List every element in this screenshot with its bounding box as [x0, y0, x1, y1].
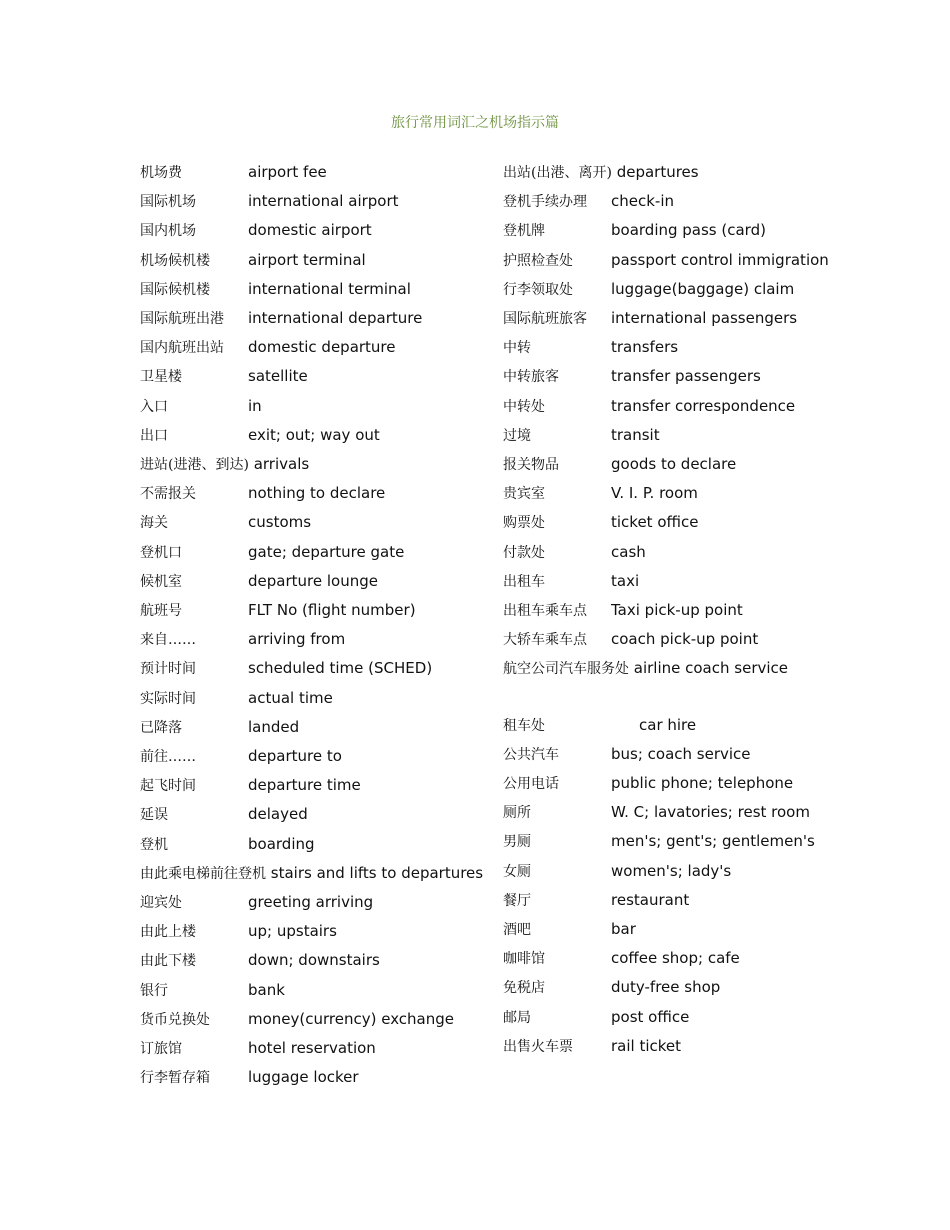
english-term: Taxi pick-up point — [611, 601, 743, 620]
chinese-term: 护照检查处 — [503, 252, 573, 269]
left-column — [140, 158, 485, 1093]
english-term: V. I. P. room — [611, 484, 698, 503]
chinese-term: 机场候机楼 — [140, 252, 210, 269]
vocab-row — [503, 915, 848, 944]
chinese-term: 国际航班出港 — [140, 311, 224, 328]
vocab-row — [140, 684, 485, 713]
right-column — [503, 158, 848, 1061]
vocab-row — [503, 769, 848, 798]
vocab-row — [503, 538, 848, 567]
chinese-term: 机场费 — [140, 165, 182, 181]
vocab-row — [503, 857, 848, 886]
english-term: exit; out; way out — [248, 425, 380, 444]
english-term: transit — [611, 425, 660, 444]
chinese-term: 卫星楼 — [140, 369, 182, 386]
vocab-row — [140, 946, 485, 975]
vocab-row — [503, 654, 848, 683]
vocab-row — [140, 304, 485, 333]
vocab-row — [140, 917, 485, 946]
chinese-term: 起飞时间 — [140, 778, 196, 795]
english-term: departures — [611, 163, 699, 181]
english-term: transfer passengers — [611, 367, 761, 386]
vocab-row — [503, 304, 848, 333]
chinese-term: 中转旅客 — [503, 369, 559, 386]
chinese-term: 报关物品 — [503, 457, 559, 474]
chinese-term: 付款处 — [503, 544, 545, 561]
english-term: coffee shop; cafe — [611, 949, 740, 968]
vocab-row — [140, 596, 485, 625]
vocab-row — [140, 362, 485, 391]
vocab-row — [503, 450, 848, 479]
english-term: domestic airport — [248, 221, 372, 240]
chinese-term: 航班号 — [140, 603, 182, 620]
chinese-term: 男厕 — [503, 834, 531, 851]
vocab-row — [503, 567, 848, 596]
blank-line — [503, 684, 848, 711]
english-term: delayed — [248, 805, 308, 824]
vocab-row — [140, 508, 485, 537]
english-term: goods to declare — [611, 455, 737, 474]
chinese-term: 出租车 — [503, 573, 545, 590]
vocab-row — [503, 392, 848, 421]
vocab-row — [503, 275, 848, 304]
chinese-term: 来自…… — [140, 632, 196, 649]
chinese-term: 订旅馆 — [140, 1041, 182, 1058]
chinese-term: 海关 — [140, 515, 168, 532]
english-term: W. C; lavatories; rest room — [611, 803, 810, 822]
vocab-row — [140, 538, 485, 567]
english-term: transfer correspondence — [611, 396, 796, 415]
vocab-row — [503, 362, 848, 391]
english-term: actual time — [248, 688, 333, 707]
vocab-row — [140, 158, 485, 187]
chinese-term: 不需报关 — [140, 486, 196, 503]
vocab-row — [140, 859, 485, 888]
vocab-row — [503, 973, 848, 1002]
english-term: restaurant — [611, 890, 690, 909]
chinese-term: 行李领取处 — [503, 281, 573, 298]
english-term: greeting arriving — [248, 893, 374, 912]
vocab-row — [140, 1063, 485, 1092]
chinese-term: 餐厅 — [503, 892, 531, 909]
english-term: bus; coach service — [611, 744, 751, 763]
chinese-term: 由此下楼 — [140, 953, 196, 970]
vocab-row — [503, 333, 848, 362]
english-term: international passengers — [611, 309, 798, 328]
vocab-row — [140, 392, 485, 421]
vocab-row — [140, 479, 485, 508]
english-term: taxi — [611, 571, 640, 590]
english-term: hotel reservation — [248, 1039, 376, 1058]
english-term: international terminal — [248, 279, 411, 298]
vocab-row — [140, 187, 485, 216]
english-term: rail ticket — [611, 1036, 682, 1055]
vocab-row — [140, 450, 485, 479]
vocab-row — [503, 158, 848, 187]
vocab-row — [503, 1032, 848, 1061]
chinese-term: 已降落 — [140, 719, 182, 736]
vocab-row — [140, 625, 485, 654]
english-term: airline coach service — [629, 659, 789, 678]
vocab-row — [503, 216, 848, 245]
chinese-term: 租车处 — [503, 717, 545, 734]
chinese-term: 厕所 — [503, 805, 531, 822]
chinese-term: 公共汽车 — [503, 746, 559, 763]
english-term: money(currency) exchange — [248, 1009, 455, 1028]
vocab-row — [140, 1005, 485, 1034]
vocab-row — [140, 830, 485, 859]
chinese-term: 前往…… — [140, 749, 196, 766]
english-term: scheduled time (SCHED) — [248, 659, 433, 678]
vocab-row — [140, 567, 485, 596]
chinese-term: 延误 — [140, 807, 168, 824]
chinese-term: 出站(出港、离开) — [503, 165, 612, 181]
vocab-row — [503, 740, 848, 769]
chinese-term: 国际机场 — [140, 194, 196, 211]
chinese-term: 国际候机楼 — [140, 281, 210, 298]
english-term: customs — [248, 513, 312, 532]
chinese-term: 国内机场 — [140, 223, 196, 240]
vocab-row — [140, 246, 485, 275]
english-term: men's; gent's; gentlemen's — [611, 832, 815, 851]
english-term: international airport — [248, 192, 399, 211]
english-term: departure to — [248, 747, 342, 766]
english-term: up; upstairs — [248, 922, 337, 941]
vocab-row — [503, 711, 848, 740]
english-term: boarding — [248, 834, 315, 853]
english-term: women's; lady's — [611, 861, 732, 880]
chinese-term: 大轿车乘车点 — [503, 632, 587, 649]
english-term: airport fee — [248, 163, 327, 181]
vocab-row — [140, 976, 485, 1005]
vocab-row — [503, 827, 848, 856]
english-term: gate; departure gate — [248, 542, 405, 561]
chinese-term: 迎宾处 — [140, 895, 182, 912]
chinese-term: 咖啡馆 — [503, 951, 545, 968]
english-term: ticket office — [611, 513, 699, 532]
vocab-row — [140, 333, 485, 362]
english-term: arrivals — [248, 455, 310, 474]
english-term: bar — [611, 920, 636, 939]
chinese-term: 贵宾室 — [503, 486, 545, 503]
chinese-term: 由此上楼 — [140, 924, 196, 941]
vocab-row — [503, 886, 848, 915]
english-term: luggage(baggage) claim — [611, 279, 795, 298]
chinese-term: 邮局 — [503, 1009, 531, 1026]
english-term: public phone; telephone — [611, 774, 794, 793]
chinese-term: 实际时间 — [140, 690, 196, 707]
english-term: in — [248, 396, 262, 415]
chinese-term: 过境 — [503, 427, 531, 444]
english-term: check-in — [611, 192, 675, 211]
vocab-row — [140, 421, 485, 450]
vocab-row — [140, 275, 485, 304]
page-title: 旅行常用词汇之机场指示篇 — [391, 115, 559, 131]
vocab-row — [140, 1034, 485, 1063]
english-term: stairs and lifts to departures — [266, 863, 484, 882]
english-term: arriving from — [248, 630, 346, 649]
chinese-term: 登机手续办理 — [503, 194, 587, 211]
chinese-term: 国内航班出站 — [140, 340, 224, 357]
chinese-term: 候机室 — [140, 573, 182, 590]
vocab-row — [503, 187, 848, 216]
english-term: duty-free shop — [611, 978, 721, 997]
english-term: down; downstairs — [248, 951, 380, 970]
english-term: passport control immigration — [611, 250, 829, 269]
english-term: nothing to declare — [248, 484, 386, 503]
vocab-row — [503, 944, 848, 973]
chinese-term: 预计时间 — [140, 661, 196, 678]
english-term: FLT No (flight number) — [248, 601, 416, 620]
chinese-term: 登机牌 — [503, 223, 545, 240]
chinese-term: 国际航班旅客 — [503, 311, 587, 328]
vocab-row — [503, 625, 848, 654]
chinese-term: 进站(进港、到达) — [140, 457, 249, 474]
english-term: car hire — [639, 715, 697, 734]
chinese-term: 酒吧 — [503, 922, 531, 939]
chinese-term: 货币兑换处 — [140, 1011, 210, 1028]
chinese-term: 女厕 — [503, 863, 531, 880]
vocab-row — [503, 421, 848, 450]
vocab-row — [140, 713, 485, 742]
chinese-term: 中转 — [503, 340, 531, 357]
chinese-term: 免税店 — [503, 980, 545, 997]
english-term: departure time — [248, 776, 361, 795]
chinese-term: 由此乘电梯前往登机 — [140, 865, 266, 882]
english-term: post office — [611, 1007, 690, 1026]
vocab-row — [140, 654, 485, 683]
english-term: coach pick-up point — [611, 630, 759, 649]
english-term: luggage locker — [248, 1068, 359, 1087]
english-term: boarding pass (card) — [611, 221, 766, 240]
vocab-row — [503, 508, 848, 537]
chinese-term: 出口 — [140, 427, 168, 444]
chinese-term: 购票处 — [503, 515, 545, 532]
vocab-row — [503, 798, 848, 827]
vocab-row — [503, 596, 848, 625]
vocab-row — [503, 1003, 848, 1032]
english-term: airport terminal — [248, 250, 366, 269]
chinese-term: 出租车乘车点 — [503, 603, 587, 620]
vocab-row — [140, 742, 485, 771]
chinese-term: 公用电话 — [503, 776, 559, 793]
english-term: international departure — [248, 309, 423, 328]
vocab-row — [503, 479, 848, 508]
chinese-term: 登机 — [140, 836, 168, 853]
vocab-row — [140, 216, 485, 245]
vocab-row — [140, 771, 485, 800]
vocab-row — [140, 800, 485, 829]
english-term: bank — [248, 980, 285, 999]
chinese-term: 航空公司汽车服务处 — [503, 661, 629, 678]
vocab-row — [503, 246, 848, 275]
english-term: landed — [248, 717, 300, 736]
english-term: satellite — [248, 367, 308, 386]
vocab-row — [140, 888, 485, 917]
chinese-term: 银行 — [140, 982, 168, 999]
chinese-term: 登机口 — [140, 544, 182, 561]
chinese-term: 出售火车票 — [503, 1038, 573, 1055]
chinese-term: 行李暂存箱 — [140, 1070, 210, 1087]
english-term: cash — [611, 542, 646, 561]
english-term: departure lounge — [248, 571, 378, 590]
chinese-term: 中转处 — [503, 398, 545, 415]
chinese-term: 入口 — [140, 398, 168, 415]
english-term: domestic departure — [248, 338, 396, 357]
english-term: transfers — [611, 338, 679, 357]
